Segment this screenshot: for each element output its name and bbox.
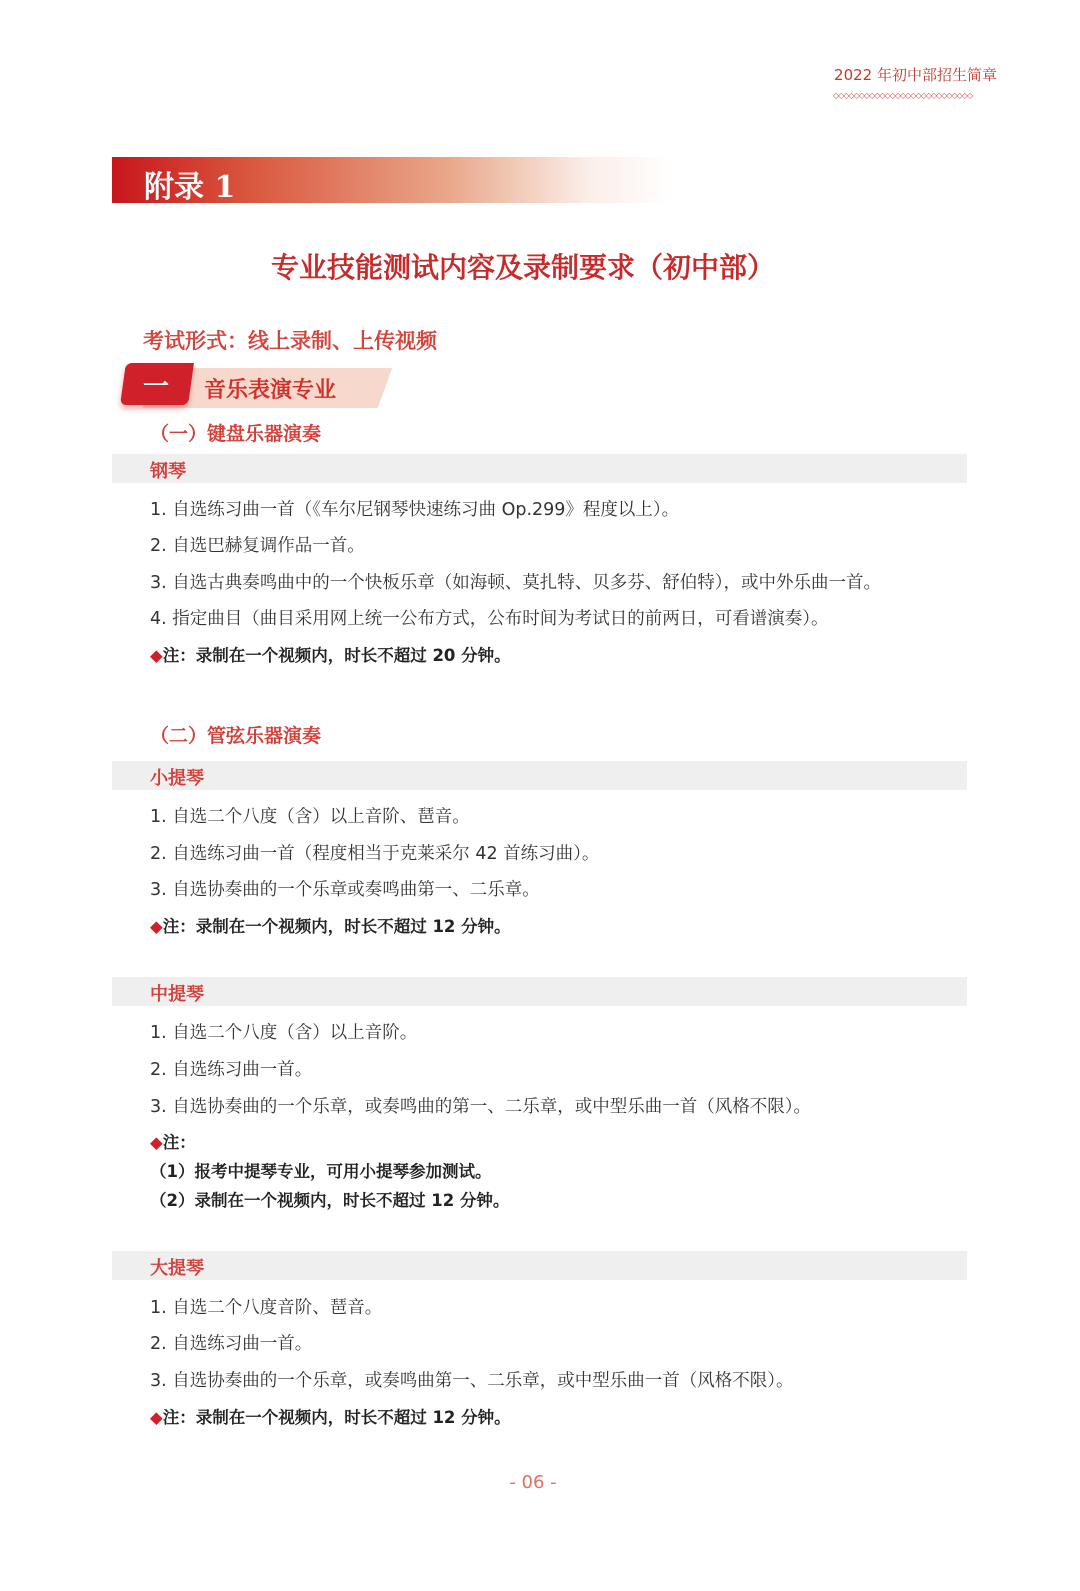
instrument-bar-violin bbox=[112, 761, 967, 790]
note-item: （2）录制在一个视频内，时长不超过 12 分钟。 bbox=[150, 1191, 510, 1210]
note bbox=[150, 913, 511, 937]
note bbox=[150, 1404, 511, 1428]
instrument-name: 小提琴 bbox=[150, 768, 204, 789]
list-item: 1. 自选二个八度音阶、琶音。 bbox=[150, 1298, 383, 1318]
list-item: 2. 自选练习曲一首（程度相当于克莱采尔 42 首练习曲）。 bbox=[150, 844, 600, 864]
header-divider: ◇◇◇◇◇◇◇◇◇◇◇◇◇◇◇◇◇◇◇◇◇◇◇◇◇◇◇ bbox=[833, 91, 973, 100]
instrument-name: 大提琴 bbox=[150, 1258, 204, 1279]
section-label: 音乐表演专业 bbox=[204, 378, 337, 403]
note-text: 注：录制在一个视频内，时长不超过 12 分钟。 bbox=[162, 917, 511, 936]
list-item: 3. 自选协奏曲的一个乐章或奏鸣曲第一、二乐章。 bbox=[150, 880, 540, 900]
section-number: 一 bbox=[143, 372, 170, 402]
list-item: 3. 自选协奏曲的一个乐章，或奏鸣曲的第一、二乐章，或中型乐曲一首（风格不限）。 bbox=[150, 1097, 812, 1117]
instrument-name: 钢琴 bbox=[150, 461, 186, 482]
appendix-banner bbox=[112, 157, 672, 203]
appendix-label: 附录 1 bbox=[144, 170, 236, 205]
exam-form: 考试形式：线上录制、上传视频 bbox=[143, 329, 437, 353]
note bbox=[150, 642, 511, 666]
list-item: 1. 自选练习曲一首（《车尔尼钢琴快速练习曲 Op.299》程度以上）。 bbox=[150, 500, 680, 520]
note bbox=[150, 1129, 196, 1153]
page-number: - 06 - bbox=[509, 1472, 557, 1493]
instrument-bar-piano bbox=[112, 454, 967, 483]
list-item: 2. 自选练习曲一首。 bbox=[150, 1060, 313, 1080]
instrument-bar-cello bbox=[112, 1251, 967, 1280]
diamond-bullet-icon: ◆ bbox=[150, 1133, 163, 1152]
list-item: 1. 自选二个八度（含）以上音阶、琶音。 bbox=[150, 807, 470, 827]
header-title: 2022 年初中部招生简章 bbox=[834, 66, 997, 84]
subsection-keyboard: （一）键盘乐器演奏 bbox=[150, 423, 322, 445]
note-text: 注：录制在一个视频内，时长不超过 20 分钟。 bbox=[162, 646, 511, 665]
instrument-bar-viola bbox=[112, 977, 967, 1006]
list-item: 2. 自选练习曲一首。 bbox=[150, 1334, 313, 1354]
instrument-name: 中提琴 bbox=[150, 984, 204, 1005]
note-text: 注：录制在一个视频内，时长不超过 12 分钟。 bbox=[162, 1408, 511, 1427]
page-title: 专业技能测试内容及录制要求（初中部） bbox=[270, 251, 775, 284]
note-text: 注： bbox=[162, 1133, 196, 1152]
diamond-bullet-icon: ◆ bbox=[150, 1408, 163, 1427]
list-item: 2. 自选巴赫复调作品一首。 bbox=[150, 536, 365, 556]
diamond-bullet-icon: ◆ bbox=[150, 646, 163, 665]
list-item: 4. 指定曲目（曲目采用网上统一公布方式，公布时间为考试日的前两日，可看谱演奏）。 bbox=[150, 609, 829, 629]
list-item: 3. 自选古典奏鸣曲中的一个快板乐章（如海顿、莫扎特、贝多芬、舒伯特），或中外乐曲一首。 bbox=[150, 573, 882, 593]
list-item: 3. 自选协奏曲的一个乐章，或奏鸣曲第一、二乐章，或中型乐曲一首（风格不限）。 bbox=[150, 1371, 794, 1391]
diamond-bullet-icon: ◆ bbox=[150, 917, 163, 936]
subsection-strings: （二）管弦乐器演奏 bbox=[150, 725, 322, 747]
list-item: 1. 自选二个八度（含）以上音阶。 bbox=[150, 1023, 418, 1043]
note-item: （1）报考中提琴专业，可用小提琴参加测试。 bbox=[150, 1162, 492, 1181]
